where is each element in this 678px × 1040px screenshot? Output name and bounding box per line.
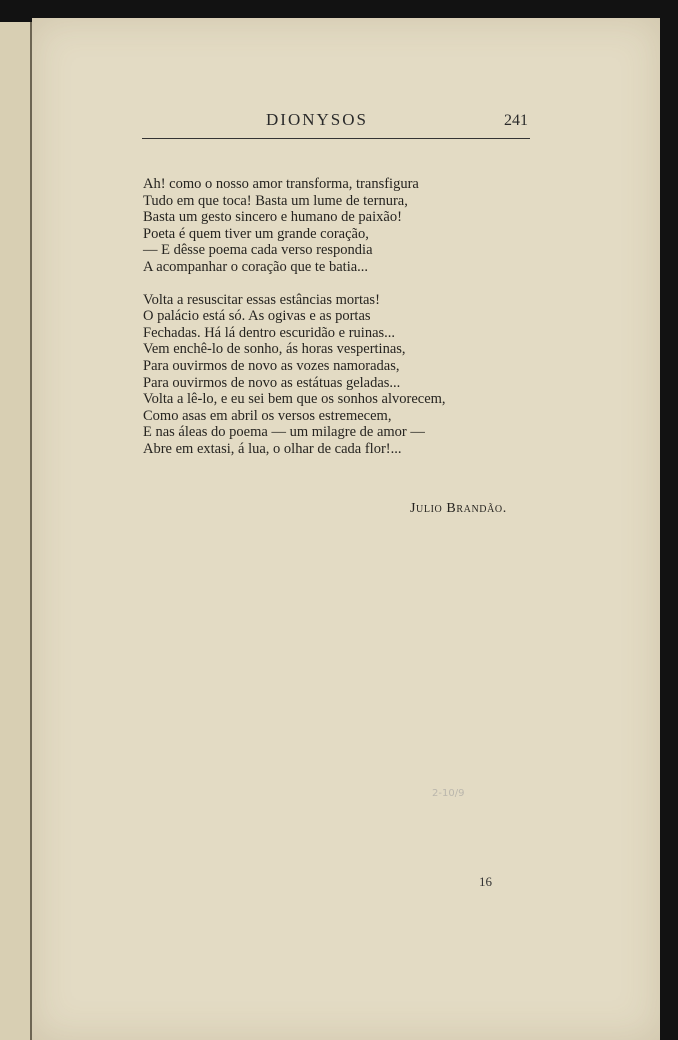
- verse-line: Poeta é quem tiver um grande coração,: [143, 225, 369, 242]
- verse-line: Volta a lê-lo, e eu sei bem que os sonhos alvorecem,: [143, 391, 446, 408]
- stanza-1: [143, 176, 543, 276]
- verse-line: Como asas em abril os versos estremecem,: [143, 407, 392, 424]
- verse-line: Vem enchê-lo de sonho, ás horas vespertinas,: [143, 341, 406, 358]
- verse-line: Basta um gesto sincero e humano de paixão!: [143, 209, 402, 226]
- verse-line: Abre em extasi, á lua, o olhar de cada flor!...: [143, 440, 402, 457]
- verse-line: Para ouvirmos de novo as vozes namoradas,: [143, 357, 400, 374]
- verse-line: Para ouvirmos de novo as estátuas geladas...: [143, 374, 401, 391]
- previous-page-edge: [0, 22, 32, 1040]
- poem-body: [143, 176, 543, 474]
- page-number: 241: [504, 112, 528, 129]
- page-header: [142, 110, 530, 139]
- author-signature: Julio Brandão.: [410, 501, 507, 516]
- signature-mark: 16: [479, 874, 492, 889]
- verse-line: Fechadas. Há lá dentro escuridão e ruinas...: [143, 324, 396, 341]
- verse-line: A acompanhar o coração que te batia...: [143, 258, 369, 275]
- verse-line: Ah! como o nosso amor transforma, transfigura: [143, 176, 419, 192]
- stanza-2: [143, 292, 543, 458]
- verse-line: — E dêsse poema cada verso respondia: [143, 242, 373, 259]
- verse-line: Tudo em que toca! Basta um lume de ternura,: [143, 192, 408, 209]
- book-page: [32, 18, 660, 1040]
- verse-line: O palácio está só. As ogivas e as portas: [143, 308, 371, 325]
- verse-line: Volta a resuscitar essas estâncias mortas!: [143, 291, 380, 308]
- library-stamp: 2-10/9: [432, 788, 465, 799]
- verse-line: E nas áleas do poema — um milagre de amor —: [143, 424, 425, 441]
- running-head: DIONYSOS: [266, 110, 368, 129]
